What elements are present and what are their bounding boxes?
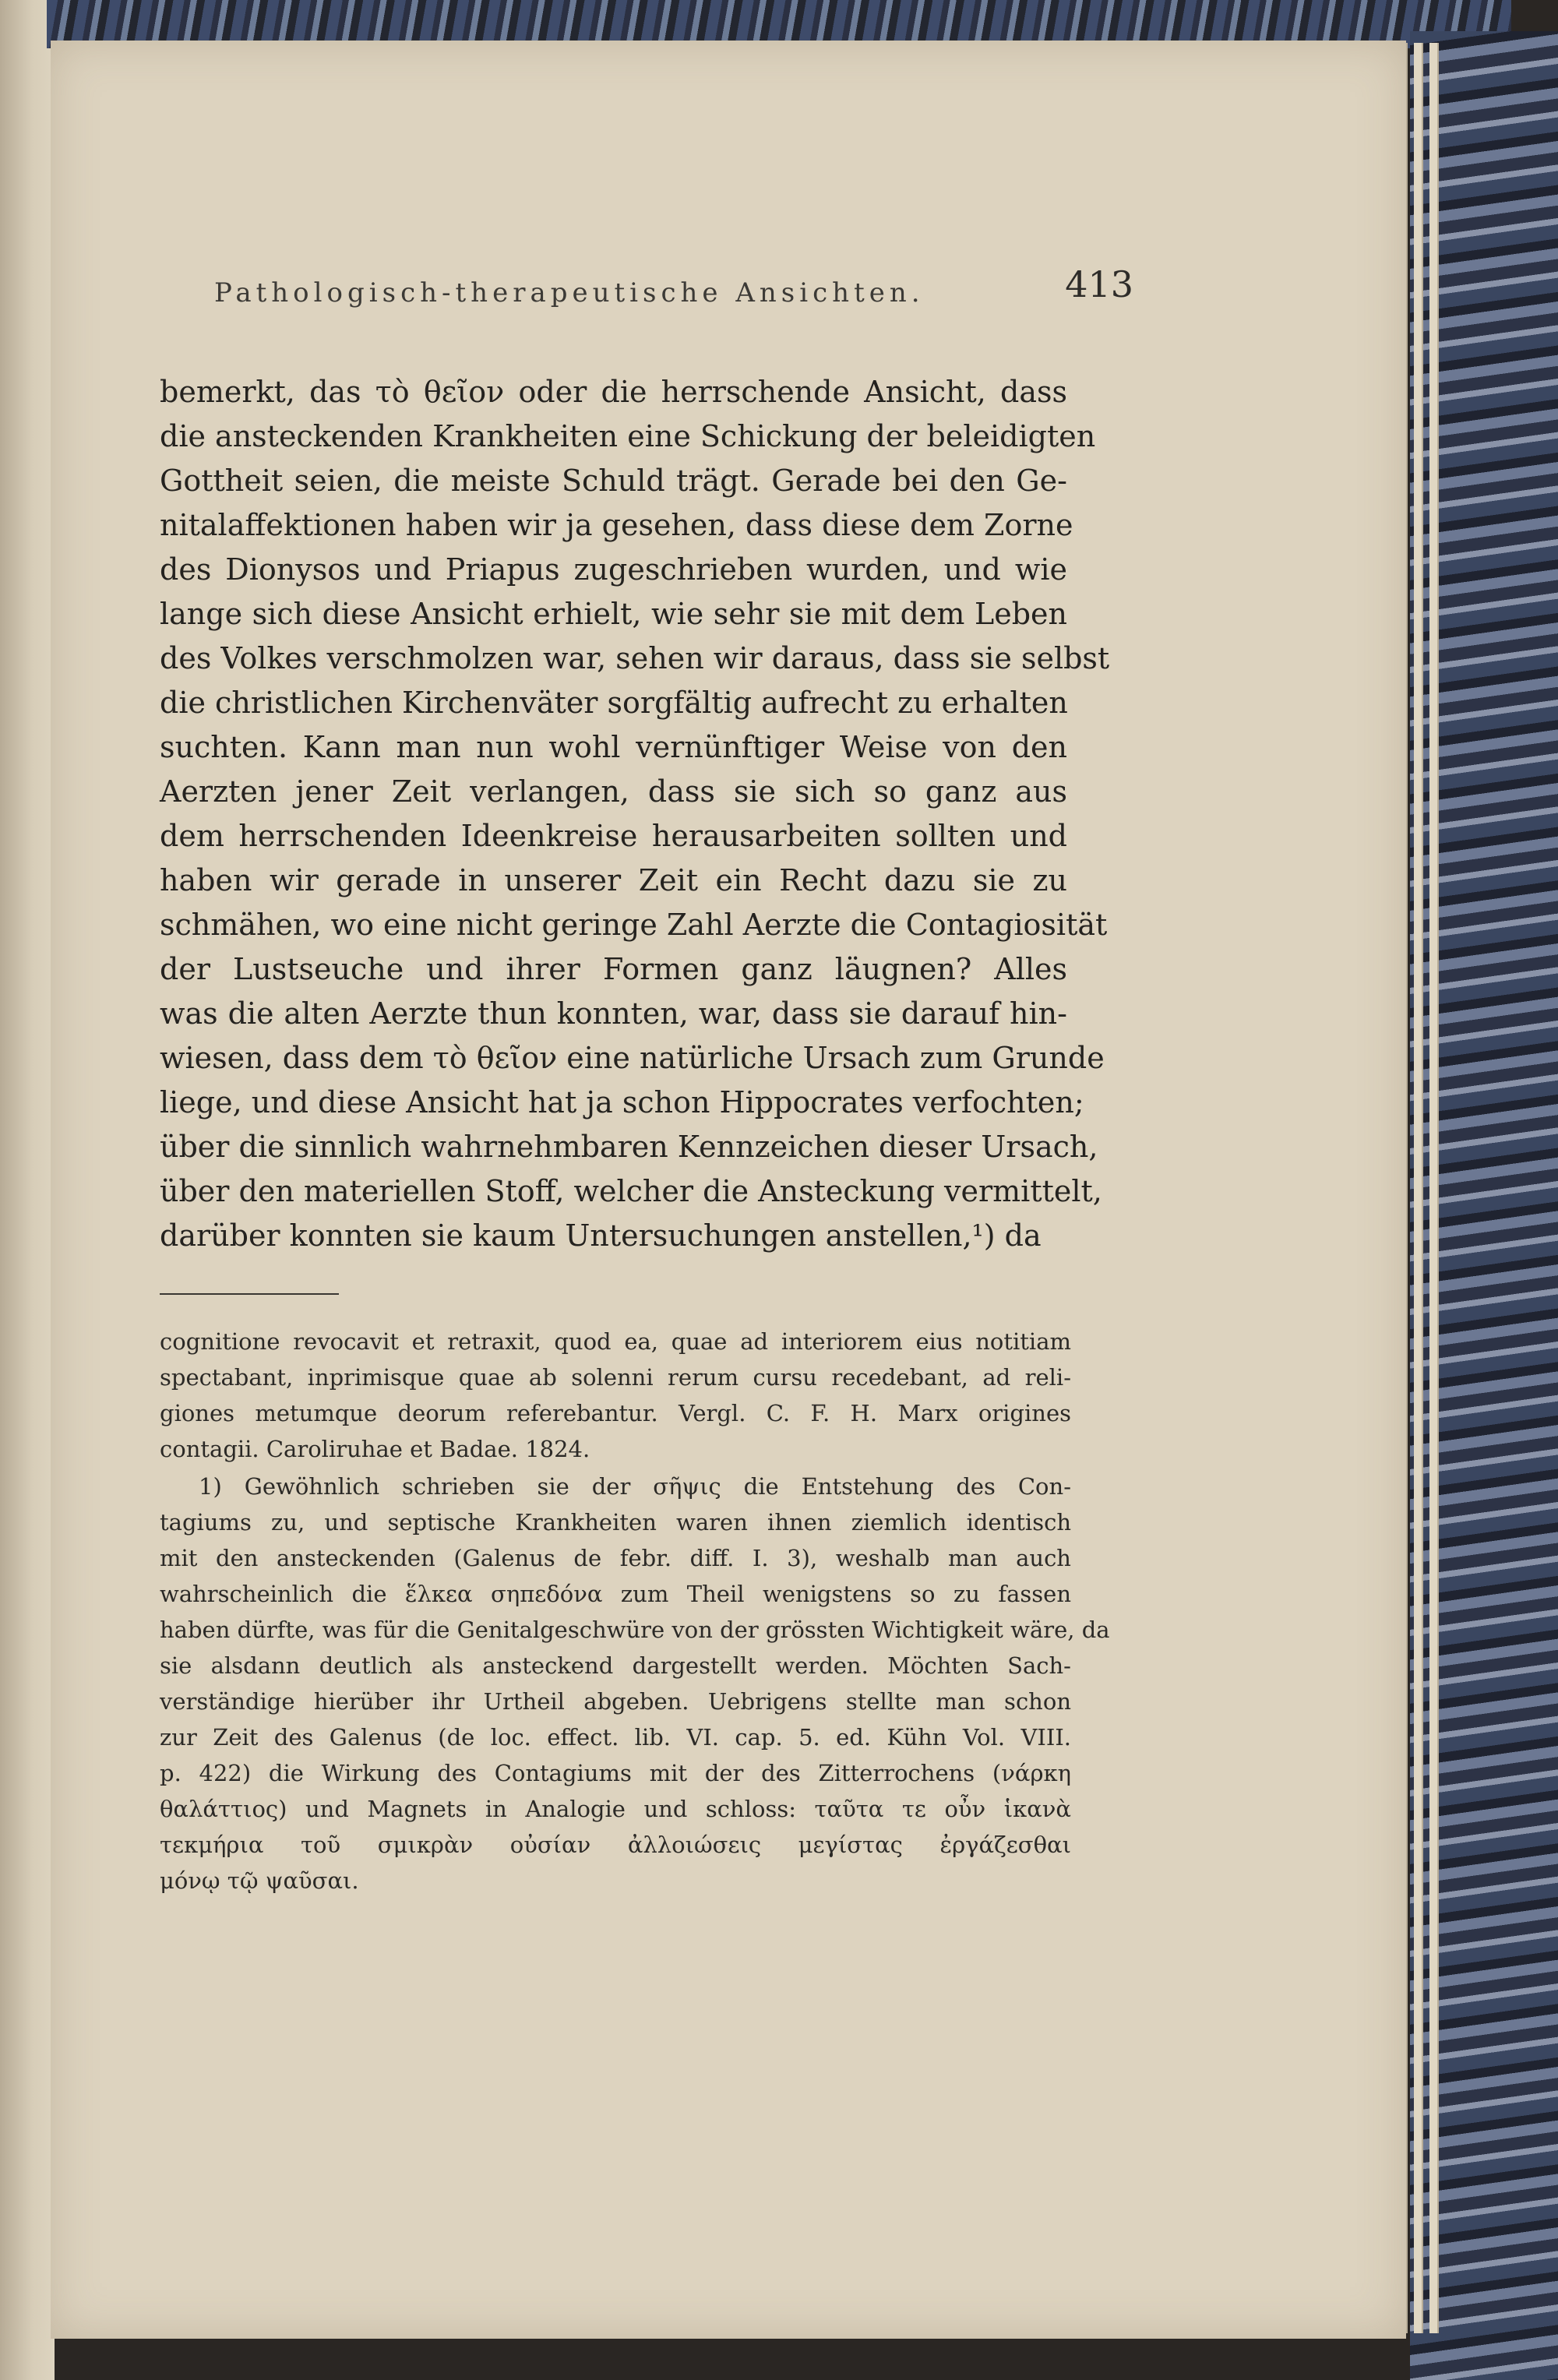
footnote-line: τεκμήρια τοῦ σμικρὰν οὐσίαν ἀλλοιώσεις μεγίστας ἐργάζεσθαι xyxy=(160,1832,1071,1858)
body-line: dem herrschenden Ideenkreise herausarbeiten sollten und xyxy=(160,819,1067,853)
body-line: der Lustseuche und ihrer Formen ganz läugnen? Alles xyxy=(160,952,1067,986)
footnote-line: contagii. Caroliruhae et Badae. 1824. xyxy=(160,1436,590,1462)
page-edge xyxy=(1414,43,1423,2333)
footnote-line: sie alsdann deutlich als ansteckend dargestellt werden. Möchten Sach- xyxy=(160,1652,1071,1679)
body-line: des Volkes verschmolzen war, sehen wir daraus, dass sie selbst xyxy=(160,641,1110,675)
footnote-rule xyxy=(160,1293,339,1295)
page-number: 413 xyxy=(1065,263,1133,305)
body-line: nitalaffektionen haben wir ja gesehen, dass diese dem Zorne xyxy=(160,508,1073,542)
body-line: die christlichen Kirchenväter sorgfältig aufrecht zu erhalten xyxy=(160,686,1068,720)
body-line: über die sinnlich wahrnehmbaren Kennzeichen dieser Ursach, xyxy=(160,1130,1098,1164)
footnote-line: θαλάττιος) und Magnets in Analogie und schloss: ταῦτα τε οὖν ἱκανὰ xyxy=(160,1796,1071,1822)
footnote-line: spectabant, inprimisque quae ab solenni rerum cursu recedebant, ad reli- xyxy=(160,1364,1071,1391)
footnote-line: μόνῳ τῷ ψαῦσαι. xyxy=(160,1867,359,1894)
body-line: des Dionysos und Priapus zugeschrieben wurden, und wie xyxy=(160,552,1067,587)
footnote-line: zur Zeit des Galenus (de loc. effect. lib. VI. cap. 5. ed. Kühn Vol. VIII. xyxy=(160,1724,1071,1751)
running-head-title: Pathologisch-therapeutische Ansichten. xyxy=(214,277,925,309)
footnote-line: verständige hierüber ihr Urtheil abgeben. Uebrigens stellte man schon xyxy=(160,1688,1071,1715)
body-line: schmähen, wo eine nicht geringe Zahl Aerzte die Contagiosität xyxy=(160,908,1108,942)
footnote-line: tagiums zu, und septische Krankheiten waren ihnen ziemlich identisch xyxy=(160,1509,1071,1536)
body-line: was die alten Aerzte thun konnten, war, dass sie darauf hin- xyxy=(160,996,1067,1031)
body-line: über den materiellen Stoff, welcher die Ansteckung vermittelt, xyxy=(160,1174,1102,1208)
footnote-line: wahrscheinlich die ἕλκεα σηπεδόνα zum Theil wenigstens so zu fassen xyxy=(160,1581,1071,1607)
page-edge xyxy=(1429,43,1439,2333)
body-line: lange sich diese Ansicht erhielt, wie sehr sie mit dem Leben xyxy=(160,597,1067,631)
footnote-line: p. 422) die Wirkung des Contagiums mit der des Zitterrochens (νάρκη xyxy=(160,1760,1071,1786)
body-line: wiesen, dass dem τὸ θεῖον eine natürliche Ursach zum Grunde xyxy=(160,1041,1105,1075)
footnote-line: mit den ansteckenden (Galenus de febr. diff. I. 3), weshalb man auch xyxy=(160,1545,1071,1571)
footnote-line: giones metumque deorum referebantur. Vergl. C. F. H. Marx origines xyxy=(160,1400,1071,1426)
footnote-line: cognitione revocavit et retraxit, quod ea, quae ad interiorem eius notitiam xyxy=(160,1328,1071,1355)
body-line: liege, und diese Ansicht hat ja schon Hippocrates verfochten; xyxy=(160,1085,1084,1119)
footnote-line: 1) Gewöhnlich schrieben sie der σῆψις die Entstehung des Con- xyxy=(199,1473,1071,1500)
running-head xyxy=(214,263,1133,318)
body-line: die ansteckenden Krankheiten eine Schickung der beleidigten xyxy=(160,419,1096,453)
body-line: Aerzten jener Zeit verlangen, dass sie sich so ganz aus xyxy=(160,774,1067,809)
footnote-line: haben dürfte, was für die Genitalgeschwüre von der grössten Wichtigkeit wäre, da xyxy=(160,1617,1110,1643)
gutter-edge xyxy=(0,0,55,2380)
body-line: suchten. Kann man nun wohl vernünftiger Weise von den xyxy=(160,730,1067,764)
body-line: Gottheit seien, die meiste Schuld trägt. Gerade bei den Ge- xyxy=(160,464,1067,498)
body-line: haben wir gerade in unserer Zeit ein Recht dazu sie zu xyxy=(160,863,1067,897)
body-line: darüber konnten sie kaum Untersuchungen anstellen,¹) da xyxy=(160,1218,1042,1253)
body-line: bemerkt, das τὸ θεῖον oder die herrschende Ansicht, dass xyxy=(160,375,1067,409)
